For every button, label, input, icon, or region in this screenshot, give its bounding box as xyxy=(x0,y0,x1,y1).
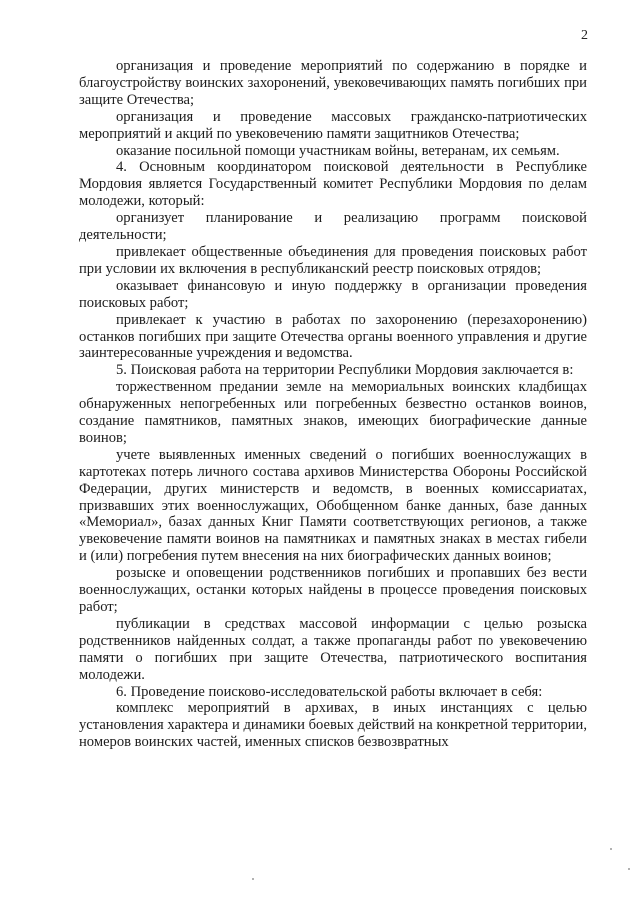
paragraph-3: оказание посильной помощи участникам войны, ветеранам, их семьям. xyxy=(116,142,560,159)
paragraph-15: комплекс мероприятий в архивах, в иных инстанциях с целью установления характера и динамики боевых действий на конкретной территории, номеров воинских частей, именных списков безвозвратных xyxy=(79,700,587,751)
paragraph-11: учете выявленных именных сведений о погибших военнослужащих в картотеках потерь личного состава архивов Министерства Обороны Российской Федерации, других министерств и ведомств, в военных комиссариатах, призвавших этих военнослужащих, Обобщенном банке данных, базе данных «Мемориал», базах данных Книг Памяти соответствующих регионов, а также увековечение памяти воинов на памятниках и памятных знаках в местах гибели и (или) погребения путем внесения на них биографических данных воинов; xyxy=(79,446,587,565)
document-text xyxy=(79,58,587,751)
paragraph-8: привлекает к участию в работах по захоронению (перезахоронению) останков погибших при защите Отечества органы военного управления и другие заинтересованные учреждения и ведомства. xyxy=(79,311,587,362)
paragraph-14: 6. Проведение поисково-исследовательской работы включает в себя: xyxy=(116,683,543,700)
scan-speck xyxy=(628,868,630,870)
paragraph-9: 5. Поисковая работа на территории Республики Мордовия заключается в: xyxy=(116,362,574,379)
paragraph-13: публикации в средствах массовой информации с целью розыска родственников найденных солдат, а также пропаганды работ по увековечению памяти о погибших при защите Отечества, патриотического воспитания молодежи. xyxy=(79,615,587,683)
paragraph-1: организация и проведение мероприятий по содержанию в порядке и благоустройству воинских захоронений, увековечивающих память погибших при защите Отечества; xyxy=(79,58,587,108)
page-number: 2 xyxy=(581,28,588,43)
paragraph-12: розыске и оповещении родственников погибших и пропавших без вести военнослужащих, останки которых найдены в процессе проведения поисковых работ; xyxy=(79,565,587,615)
paragraph-4: 4. Основным координатором поисковой деятельности в Республике Мордовия является Государственный комитет Республики Мордовия по делам молодежи, который: xyxy=(79,159,587,210)
paragraph-5: организует планирование и реализацию программ поисковой деятельности; xyxy=(79,210,587,244)
paragraph-10: торжественном предании земле на мемориальных воинских кладбищах обнаруженных непогребенных или погребенных безвестно останков воинов, создание памятников, памятных знаков, имеющих биографические данные воинов; xyxy=(79,379,587,446)
paragraph-2: организация и проведение массовых гражданско-патриотических мероприятий и акций по увековечению памяти защитников Отечества; xyxy=(79,108,587,142)
paragraph-6: привлекает общественные объединения для проведения поисковых работ при условии их включения в республиканский реестр поисковых отрядов; xyxy=(79,243,587,277)
paragraph-7: оказывает финансовую и иную поддержку в организации проведения поисковых работ; xyxy=(79,277,587,311)
scan-speck xyxy=(252,878,254,880)
scan-speck xyxy=(610,848,612,850)
